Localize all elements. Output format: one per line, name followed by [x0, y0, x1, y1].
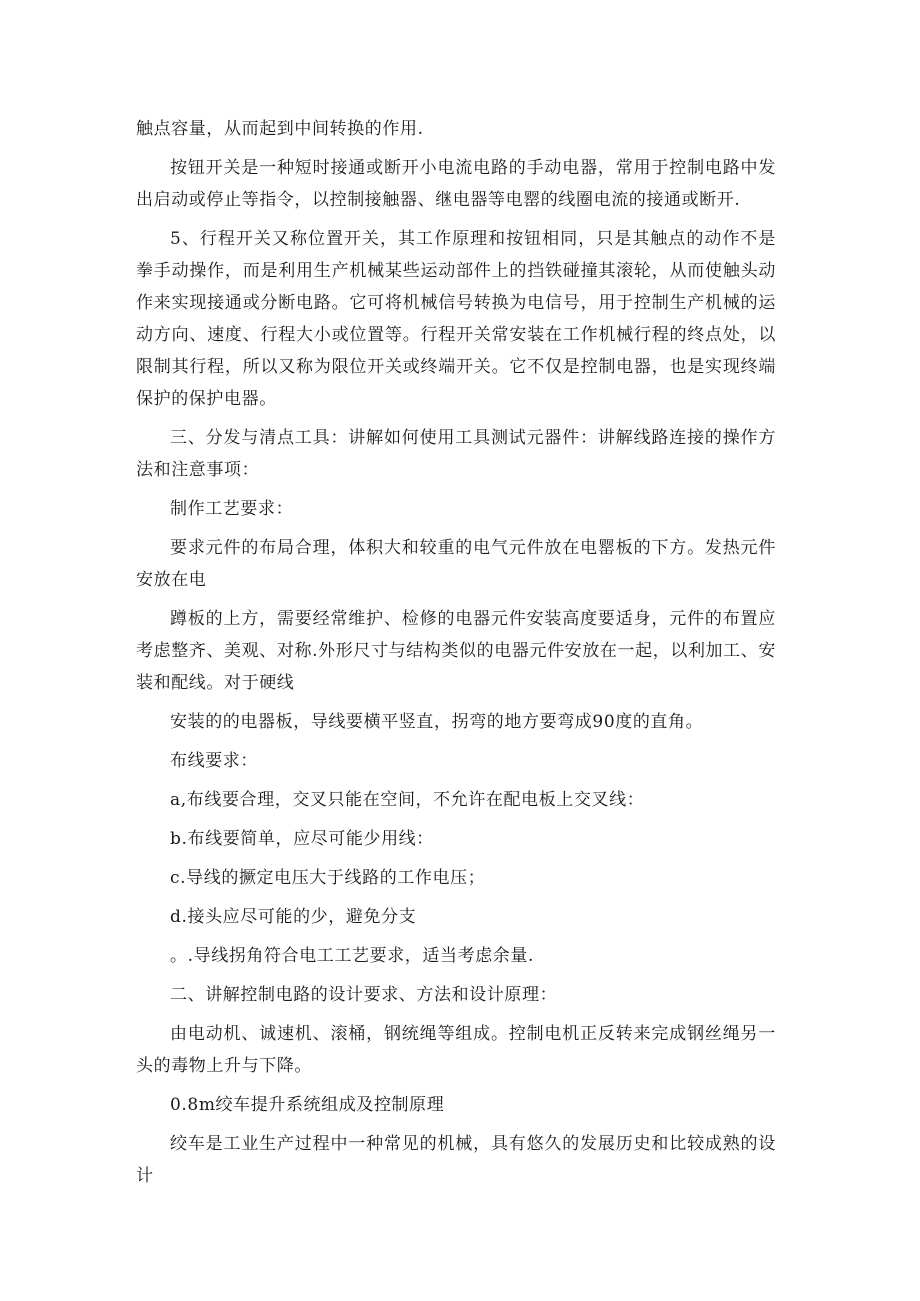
list-item-a: a,布线要合理，交叉只能在空间，不允许在配电板上交叉线：: [170, 790, 645, 810]
list-item-c: c.导线的撅定电压大于线路的工作电压；: [170, 868, 486, 888]
paragraph-hard-wire: 安装的的电器板，导线要横平竖直，拐弯的地方要弯成90度的直角。: [170, 712, 704, 732]
list-item-e: 。.导线拐角符合电工工艺要求，适当考虑余量.: [170, 946, 535, 966]
section-heading-winch: 0.8m绞车提升系统组成及控制原理: [170, 1095, 445, 1115]
paragraph-craft-heading: 制作工艺要求：: [170, 499, 294, 519]
paragraph-composition: 由电动机、诚速机、滚桶，钢统绳等组成。控制电机正反转来完成钢丝绳另一头的毒物上升与下降。: [136, 1024, 776, 1076]
paragraph-continuation: 触点容量，从而起到中间转换的作用.: [136, 119, 424, 139]
paragraph-layout-requirement: 要求元件的布局合理，体积大和较重的电气元件放在电罂板的下方。发热元件安放在电: [136, 538, 776, 590]
paragraph-button-switch: 按钮开关是一种短时接通或断开小电流电路的手动电器，常用于控制电路中发出启动或停止等指令，以控制接触器、继电器等电罂的线圈电流的接通或断开.: [136, 158, 776, 210]
paragraph-travel-switch: 5、行程开关又称位置开关，其工作原理和按钮相同，只是其触点的动作不是拳手动操作，而是利用生产机械某些运动部件上的挡铁碰撞其滚轮，从而使触头动作来实现接通或分断电路。它可将机械信号转换为电信号，用于控制生产机械的运动方向、速度、行程大小或位置等。行程开关常安装在工作机械行程的终点处，以限制其行程，所以又称为限位开关或终端开关。它不仅是控制电器，也是实现终端保护的保护电器。: [136, 229, 776, 409]
paragraph-wiring-heading: 布线要求：: [170, 751, 258, 771]
paragraph-tools: 三、分发与清点工具：讲解如何使用工具测试元器件：讲解线路连接的操作方法和注意事项：: [136, 428, 776, 480]
paragraph-winch-intro: 绞车是工业生产过程中一种常见的机械，具有悠久的发展历史和比较成熟的设计: [136, 1134, 776, 1186]
list-item-d: d.接头应尽可能的少，避免分支: [170, 907, 417, 927]
section-heading-design: 二、讲解控制电路的设计要求、方法和设计原理：: [170, 985, 558, 1005]
paragraph-layout-detail: 蹲板的上方，需要经常维护、检修的电器元件安装高度要适身，元件的布置应考虑整齐、美观、对称.外形尺寸与结构类似的电器元件安放在一起，以利加工、安装和配线。对于硬线: [136, 609, 776, 693]
list-item-b: b.布线要简单，应尽可能少用线：: [170, 829, 434, 849]
document-body: [136, 113, 776, 1199]
